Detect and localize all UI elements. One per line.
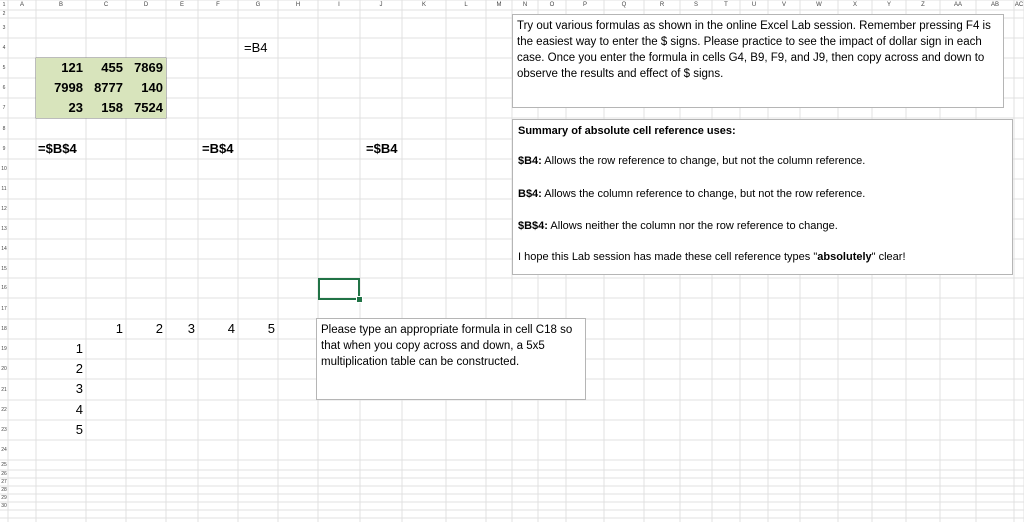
summary-closing-post: " clear!: [871, 251, 906, 263]
summary-item-2: [518, 186, 865, 202]
table-row-header-5[interactable]: 5: [75, 422, 83, 437]
table-header-5[interactable]: 5: [267, 321, 275, 336]
summary-item-2-desc: Allows the column reference to change, but not the row reference.: [541, 188, 866, 200]
column-header[interactable]: L: [464, 2, 468, 8]
summary-title: Summary of absolute cell reference uses:: [518, 125, 736, 137]
table-header-3[interactable]: 3: [187, 321, 195, 336]
summary-item-3-desc: Allows neither the column nor the row reference to change.: [547, 220, 838, 232]
column-header[interactable]: O: [549, 2, 555, 8]
row-header[interactable]: 1: [2, 2, 6, 8]
summary-item-3-ref: $B$4:: [518, 220, 548, 232]
row-header[interactable]: 18: [1, 326, 7, 332]
column-header[interactable]: Z: [921, 2, 925, 8]
cell-f9[interactable]: =B$4: [202, 141, 234, 156]
row-header[interactable]: 8: [2, 125, 6, 132]
row-header[interactable]: 10: [1, 166, 7, 172]
cell-g4[interactable]: =B4: [244, 40, 268, 55]
row-header[interactable]: 15: [1, 265, 7, 272]
cell-b6[interactable]: 7998: [36, 78, 86, 98]
cell-b5[interactable]: 121: [36, 58, 86, 78]
summary-item-1: [518, 153, 865, 169]
column-header[interactable]: A: [19, 2, 24, 8]
summary-closing: [518, 249, 906, 265]
cell-j9[interactable]: =$B4: [366, 141, 398, 156]
row-header[interactable]: 24: [1, 447, 7, 453]
row-header[interactable]: 6: [2, 85, 6, 91]
row-header[interactable]: 14: [1, 246, 7, 252]
row-header[interactable]: 25: [1, 462, 7, 468]
task-textbox[interactable]: [316, 318, 586, 400]
fill-handle[interactable]: [356, 296, 363, 303]
column-header[interactable]: K: [421, 2, 426, 8]
column-header[interactable]: P: [582, 2, 587, 8]
row-header[interactable]: 19: [1, 346, 7, 352]
column-header[interactable]: R: [659, 2, 665, 8]
table-header-4[interactable]: 4: [227, 321, 235, 336]
row-header[interactable]: 21: [1, 386, 7, 393]
row-header[interactable]: 11: [1, 186, 7, 192]
table-row-header-4[interactable]: 4: [75, 402, 83, 417]
summary-closing-pre: I hope this Lab session has made these cell reference types ": [518, 251, 818, 263]
cell-d6[interactable]: 140: [126, 78, 166, 98]
column-header[interactable]: J: [379, 2, 383, 8]
column-header[interactable]: H: [295, 2, 301, 8]
column-header[interactable]: AB: [990, 2, 999, 8]
table-header-1[interactable]: 1: [115, 321, 123, 336]
column-header[interactable]: AA: [953, 2, 962, 8]
summary-item-2-ref: B$4:: [518, 188, 542, 200]
table-row-header-2[interactable]: 2: [75, 361, 83, 376]
row-header[interactable]: 28: [1, 487, 7, 493]
instructions-textbox[interactable]: [512, 14, 1004, 108]
cell-c5[interactable]: 455: [86, 58, 126, 78]
column-header[interactable]: M: [496, 2, 502, 8]
row-header[interactable]: 30: [1, 503, 7, 509]
column-header[interactable]: U: [751, 2, 757, 8]
row-header[interactable]: 22: [1, 407, 7, 413]
column-header[interactable]: S: [693, 2, 698, 8]
summary-closing-bold: absolutely: [817, 251, 872, 263]
column-header[interactable]: Y: [886, 2, 891, 8]
row-header[interactable]: 29: [1, 495, 7, 501]
column-header[interactable]: N: [522, 2, 528, 8]
summary-item-1-ref: $B4:: [518, 155, 542, 167]
table-row-header-3[interactable]: 3: [75, 381, 83, 396]
column-header[interactable]: Q: [621, 2, 627, 8]
column-header[interactable]: V: [781, 2, 786, 8]
cell-c6[interactable]: 8777: [86, 78, 126, 98]
column-header[interactable]: F: [216, 2, 220, 8]
summary-item-3: [518, 218, 838, 234]
summary-textbox[interactable]: [512, 119, 1013, 275]
column-header[interactable]: C: [103, 2, 109, 8]
table-header-2[interactable]: 2: [155, 321, 163, 336]
instructions-text: Try out various formulas as shown in the online Excel Lab session. Remember pressing F4 is the easiest way to enter the $ signs. Please practice to see the impact of dollar sign in each case. Once you enter the formula in cells G4, B9, F9, and J9, then copy across and down to observe the results and effect of $ signs.: [517, 20, 991, 80]
row-header[interactable]: 27: [1, 479, 7, 485]
row-header[interactable]: 13: [1, 226, 7, 232]
cell-b9[interactable]: =$B$4: [38, 141, 77, 156]
column-header[interactable]: D: [143, 2, 149, 8]
row-header[interactable]: 12: [1, 206, 7, 212]
summary-item-1-desc: Allows the row reference to change, but not the column reference.: [541, 155, 866, 167]
row-header[interactable]: 5: [2, 65, 6, 71]
cell-b7[interactable]: 23: [36, 98, 86, 118]
row-header[interactable]: 4: [2, 45, 6, 51]
column-header[interactable]: X: [852, 2, 857, 8]
column-header[interactable]: W: [816, 2, 822, 8]
row-header[interactable]: 26: [1, 471, 7, 477]
row-header[interactable]: 7: [2, 105, 6, 111]
row-header[interactable]: 16: [1, 285, 7, 291]
column-header[interactable]: B: [58, 2, 63, 8]
row-header[interactable]: 20: [1, 366, 7, 372]
table-row-header-1[interactable]: 1: [75, 341, 83, 356]
row-header[interactable]: 3: [2, 25, 6, 31]
column-header[interactable]: AC: [1014, 2, 1024, 8]
column-header[interactable]: I: [338, 2, 340, 8]
row-header[interactable]: 9: [2, 146, 6, 152]
row-header[interactable]: 23: [1, 427, 7, 433]
column-header[interactable]: T: [724, 2, 728, 8]
task-text: Please type an appropriate formula in cell C18 so that when you copy across and down, a 5x5 multiplication table can be constructed.: [321, 324, 573, 368]
column-header[interactable]: G: [255, 2, 261, 8]
row-header[interactable]: 17: [1, 305, 7, 312]
cell-d7[interactable]: 7524: [126, 98, 166, 118]
cell-c7[interactable]: 158: [86, 98, 126, 118]
cell-d5[interactable]: 7869: [126, 58, 166, 78]
selected-cell[interactable]: [318, 278, 360, 300]
row-header[interactable]: 2: [2, 11, 6, 17]
column-header[interactable]: E: [179, 2, 184, 8]
